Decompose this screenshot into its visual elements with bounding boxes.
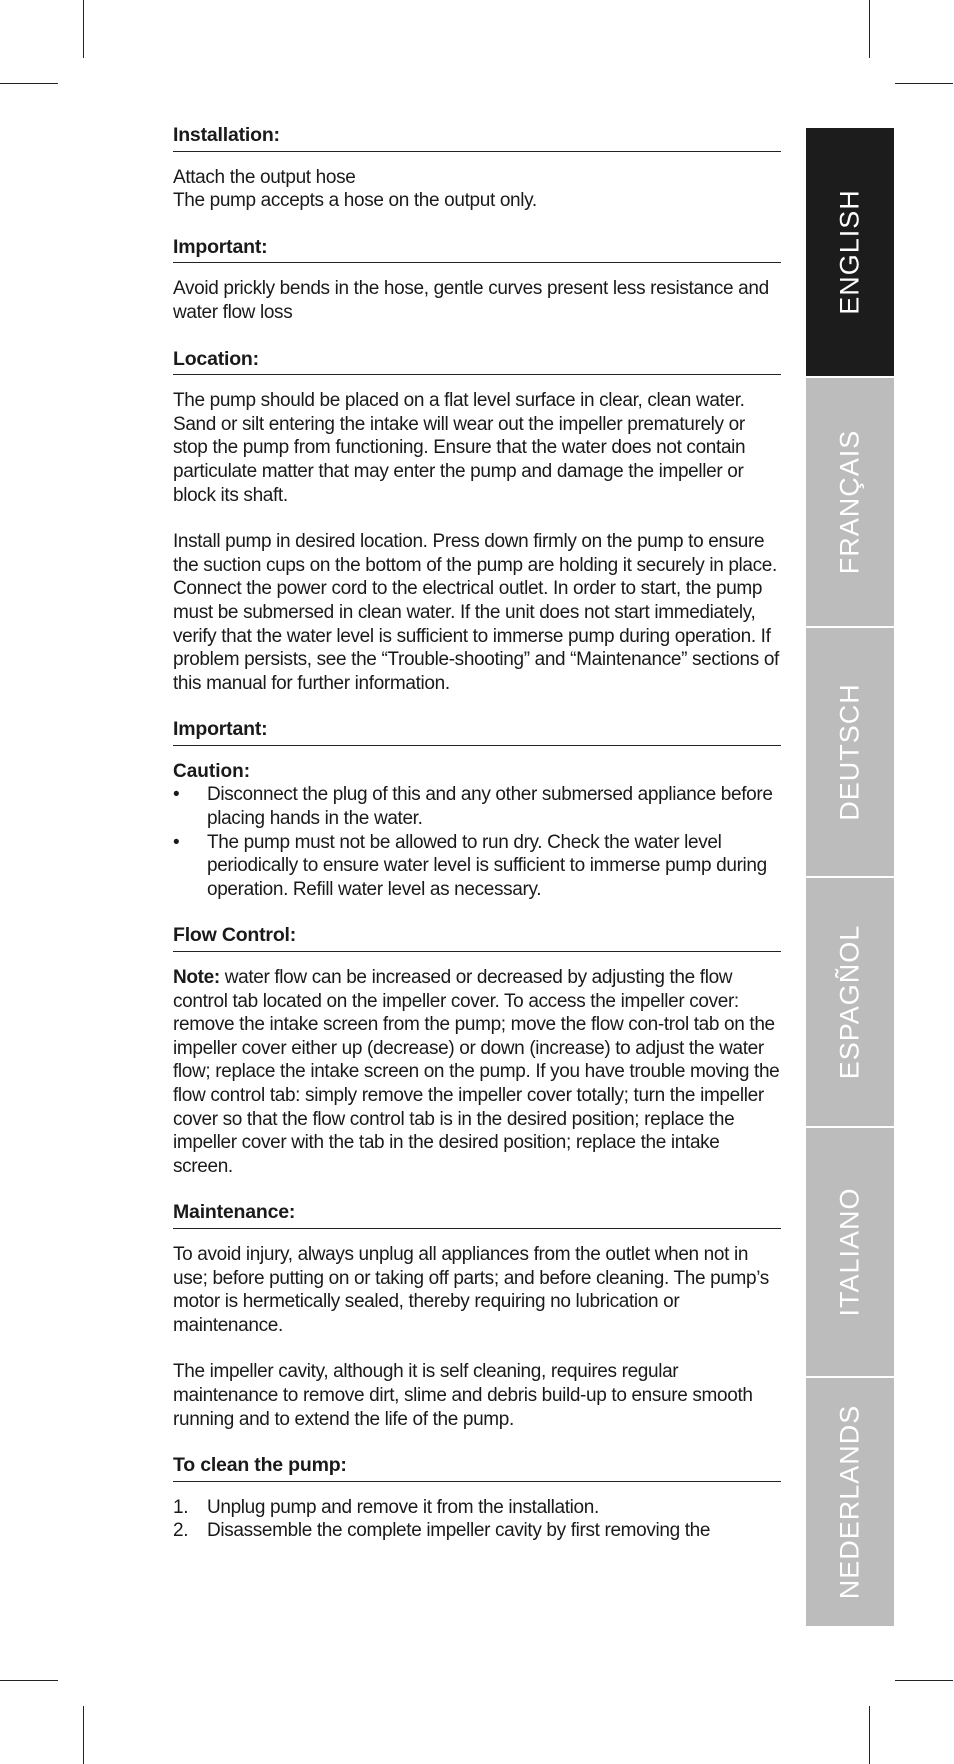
tab-deutsch[interactable] [806,628,894,878]
tab-label: ENGLISH [834,189,865,315]
maintenance-paragraph-1: To avoid injury, always unplug all appliances from the outlet when not in use; before putting on or taking off parts; and before cleaning. The pump’s motor is hermetically sealed, thereby requiring no lubrication or maintenance. [173,1243,769,1336]
crop-mark [869,0,870,58]
bullet-mark: • [173,784,180,806]
section-heading-flow-control: Flow Control: [173,924,781,952]
section-heading-clean-pump: To clean the pump: [173,1454,781,1482]
tab-italiano[interactable] [806,1128,894,1378]
list-item [173,1519,781,1543]
crop-mark [895,1680,953,1681]
list-item [173,1496,781,1520]
important-text: Avoid prickly bends in the hose, gentle curves present less resistance and water flow loss [173,278,769,323]
caution-title: Caution: [173,760,251,782]
list-item [173,783,781,830]
step-number: 1. [173,1496,189,1518]
location-paragraph-2: Install pump in desired location. Press down firmly on the pump to ensure the suction cups on the bottom of the pump are holding it securely in place. Connect the power cord to the electrical outlet. In order to start, the pump must be submersed in clean water. If the unit does not start immediately, verify that the water level is sufficient to immerse pump during operation. If problem persists, see the “Trouble-shooting” and “Maintenance” sections of this manual for further information. [173,531,779,694]
tab-label: NEDERLANDS [834,1404,865,1600]
section-heading-maintenance: Maintenance: [173,1201,781,1229]
installation-line-1: Attach the output hose [173,166,356,188]
section-heading-location: Location: [173,348,781,376]
step-number: 2. [173,1520,189,1542]
cleaning-steps [173,1496,781,1543]
section-heading-installation: Installation: [173,124,781,152]
bullet-mark: • [173,831,180,853]
section-heading-important: Important: [173,236,781,264]
maintenance-paragraph-2: The impeller cavity, although it is self cleaning, requires regular maintenance to remove dirt, slime and debris build-up to ensure smooth running and to extend the life of the pump. [173,1361,753,1430]
crop-mark [869,1706,870,1764]
manual-content [173,124,781,1566]
caution-list [173,783,781,901]
tab-nederlands[interactable] [806,1378,894,1628]
bullet-text: The pump must not be allowed to run dry. Check the water level periodically to ensure water level is sufficient to immerse pump during operation. Refill water level as necessary. [207,831,767,900]
crop-mark [0,1680,58,1681]
crop-mark [0,83,58,84]
flow-control-note [173,966,781,1178]
tab-label: FRANÇAIS [834,429,865,575]
tab-english[interactable] [806,128,894,378]
list-item [173,831,781,902]
tab-label: ESPAGÑOL [834,924,865,1080]
crop-mark [895,83,953,84]
crop-mark [83,0,84,58]
section-heading-important-2: Important: [173,718,781,746]
installation-text [173,166,781,213]
note-text: water flow can be increased or decreased by adjusting the flow control tab located on the impeller cover. To access the impeller cover: remove the intake screen from the pump; move the flow con-trol tab on the impeller cover either up (decrease) or down (increase) to adjust the water flow; replace the intake screen on the pump. If you have trouble moving the flow control tab: simply remove the impeller cover totally; turn the impeller cover so that the flow control tab is in the desired position; replace the impeller cover with the tab in the desired position; replace the intake screen. [173,967,780,1177]
step-text: Disassemble the complete impeller cavity by first removing the [207,1520,711,1542]
bullet-text: Disconnect the plug of this and any other submersed appliance before placing hands in the water. [207,784,773,830]
step-text: Unplug pump and remove it from the installation. [207,1496,599,1518]
tab-label: ITALIANO [834,1187,865,1317]
tab-francais[interactable] [806,378,894,628]
crop-mark [83,1706,84,1764]
location-paragraph-1: The pump should be placed on a flat level surface in clear, clean water. Sand or silt entering the intake will wear out the impeller prematurely or stop the pump from functioning. Ensure that the water does not contain particulate matter that may enter the pump and damage the impeller or block its shaft. [173,390,746,506]
language-tabs [806,128,894,1628]
tab-label: DEUTSCH [834,683,865,821]
note-label: Note: [173,967,220,989]
tab-espagnol[interactable] [806,878,894,1128]
installation-line-2: The pump accepts a hose on the output only. [173,190,537,212]
